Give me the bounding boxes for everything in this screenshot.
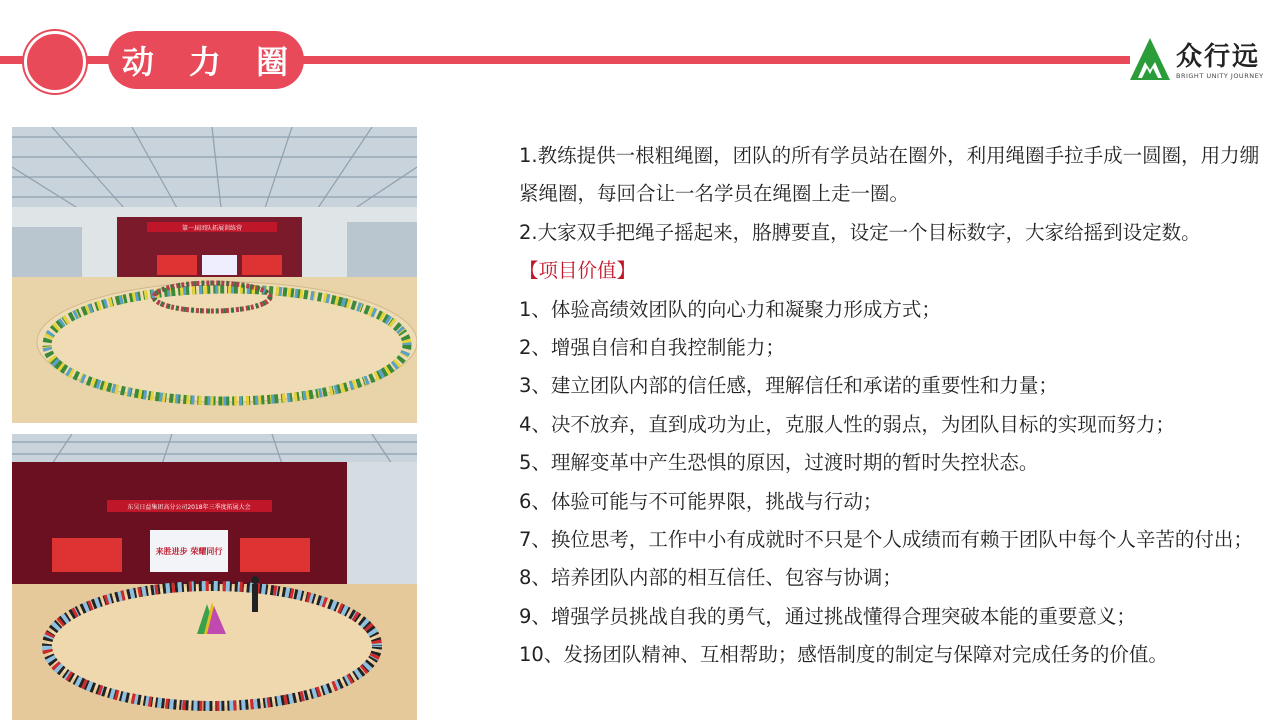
photo-2-board: 来胜进步 荣耀同行 bbox=[155, 547, 223, 556]
value-item-4: 4、决不放弃，直到成功为止，克服人性的弱点，为团队目标的实现而努力； bbox=[519, 412, 1175, 436]
value-item-7: 7、换位思考，工作中小有成就时不只是个人成绩而有赖于团队中每个人辛苦的付出； bbox=[519, 528, 1253, 552]
logo-wordmark: 众行远 bbox=[1176, 42, 1261, 72]
value-item-1: 1、体验高绩效团队的向心力和凝聚力形成方式； bbox=[519, 297, 941, 321]
value-item-9: 9、增强学员挑战自我的勇气，通过挑战懂得合理突破本能的重要意义； bbox=[519, 604, 1136, 628]
value-item-10: 10、发扬团队精神、互相帮助；感悟制度的制定与保障对完成任务的价值。 bbox=[519, 643, 1168, 667]
intro-step-1: 1.教练提供一根粗绳圈，团队的所有学员站在圈外，利用绳圈手拉手成一圆圈，用力绷紧绳圈，每回合让一名学员在绳圈上走一圈。 bbox=[519, 144, 1260, 206]
page-title: 动 力 圈 bbox=[108, 31, 304, 89]
activity-photo-1 bbox=[12, 127, 417, 423]
photo-2-banner: 东吴日益集团高分公司2018年三季度拓展大会 bbox=[127, 504, 251, 511]
photo-1-banner: 第一届团队拓展训练营 bbox=[181, 225, 243, 232]
value-item-3: 3、建立团队内部的信任感，理解信任和承诺的重要性和力量； bbox=[519, 374, 1058, 398]
logo-tagline: BRIGHT UNITY JOURNEY bbox=[1176, 72, 1264, 80]
logo-icon bbox=[1128, 36, 1172, 82]
brand-logo bbox=[1128, 36, 1268, 88]
value-item-5: 5、理解变革中产生恐惧的原因，过渡时期的暂时失控状态。 bbox=[519, 451, 1039, 475]
value-item-6: 6、体验可能与不可能界限，挑战与行动； bbox=[519, 489, 883, 513]
intro-step-2: 2.大家双手把绳子摇起来，胳膊要直，设定一个目标数字，大家给摇到设定数。 bbox=[519, 220, 1201, 244]
value-item-2: 2、增强自信和自我控制能力； bbox=[519, 336, 785, 360]
header-circle-ornament bbox=[24, 31, 86, 93]
value-item-8: 8、培养团队内部的相互信任、包容与协调； bbox=[519, 566, 902, 590]
activity-photo-2 bbox=[12, 434, 417, 720]
value-heading: 【项目价值】 bbox=[519, 259, 637, 283]
content-panel bbox=[519, 137, 1269, 675]
